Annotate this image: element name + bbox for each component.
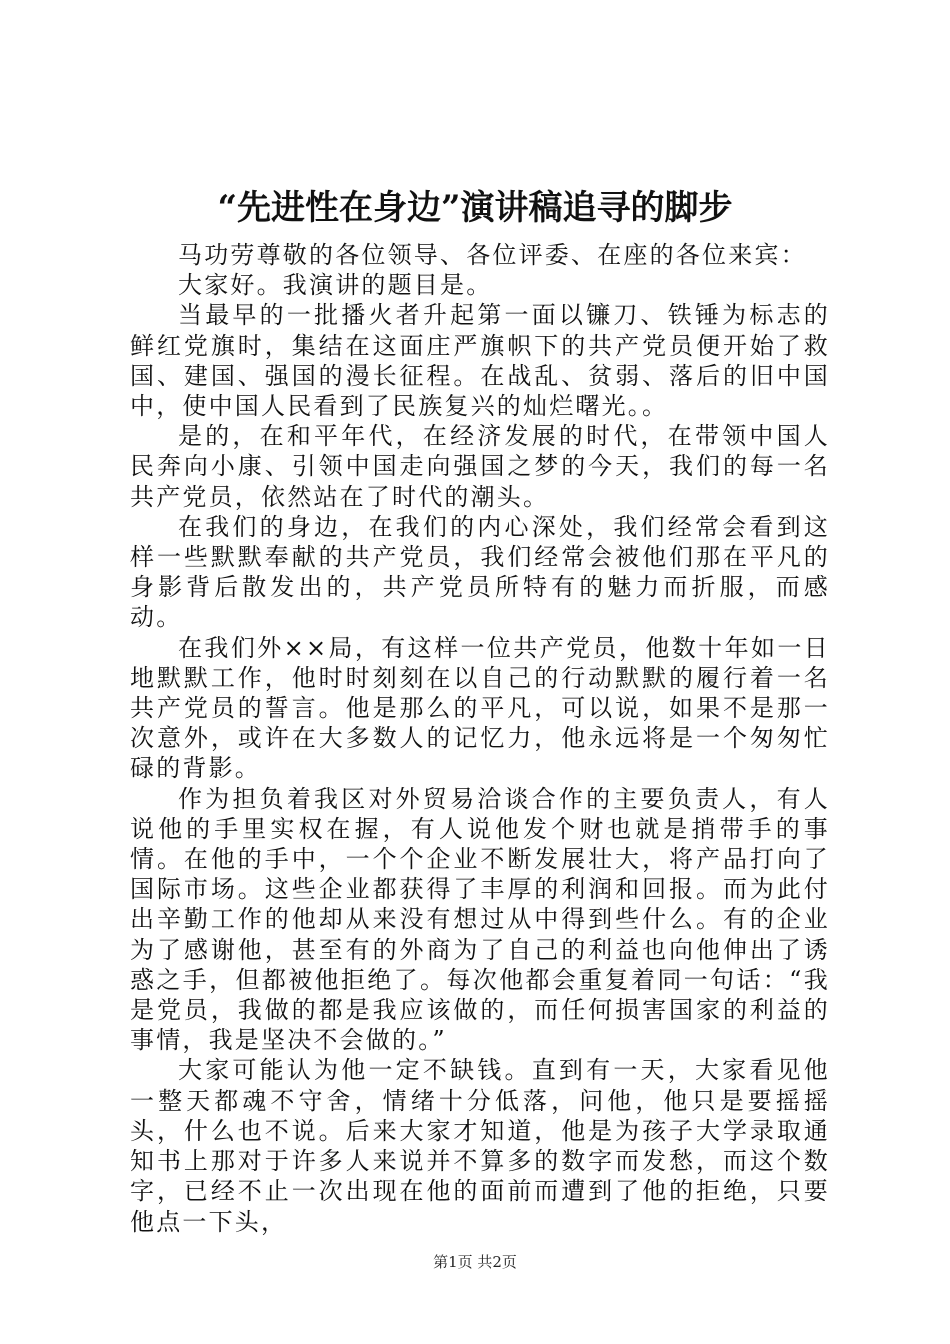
page-number-footer: 第1页 共2页 — [433, 1253, 517, 1271]
paragraph: 大家可能认为他一定不缺钱。直到有一天，大家看见他一整天都魂不守舍，情绪十分低落，问他，他只是要摇摇头，什么也不说。后来大家才知道，他是为孩子大学录取通知书上那对于许多人来说并不算多的数字而发愁，而这个数字，已经不止一次出现在他的面前而遭到了他的拒绝，只要他点一下头， — [130, 1056, 830, 1236]
paragraph-salutation: 马功劳尊敬的各位领导、各位评委、在座的各位来宾： — [178, 241, 807, 269]
paragraph: 在我们外××局，有这样一位共产党员，他数十年如一日地默默工作，他时时刻刻在以自己的行动默默的履行着一名共产党员的誓言。他是那么的平凡，可以说，如果不是那一次意外，或许在大多数人的记忆力，他永远将是一个匆匆忙碌的背影。 — [130, 633, 830, 783]
paragraph: 作为担负着我区对外贸易洽谈合作的主要负责人，有人说他的手里实权在握，有人说他发个财也就是捎带手的事情。在他的手中，一个个企业不断发展壮大，将产品打向了国际市场。这些企业都获得了丰厚的利润和回报。而为此付出辛勤工作的他却从来没有想过从中得到些什么。有的企业为了感谢他，甚至有的外商为了自己的利益也向他伸出了诱惑之手，但都被他拒绝了。每次他都会重复着同一句话：“我是党员，我做的都是我应该做的，而任何损害国家的利益的事情，我是坚决不会做的。” — [130, 784, 830, 1055]
paragraph: 当最早的一批播火者升起第一面以镰刀、铁锤为标志的鲜红党旗时，集结在这面庄严旗帜下的共产党员便开始了救国、建国、强国的漫长征程。在战乱、贫弱、落后的旧中国中，使中国人民看到了民族复兴的灿烂曙光。。 — [130, 301, 830, 421]
paragraph-greeting: 大家好。我演讲的题目是。 — [178, 271, 493, 300]
document-title: “先进性在身边”演讲稿追寻的脚步 — [217, 188, 733, 228]
document-body — [130, 240, 830, 1237]
paragraph: 是的，在和平年代，在经济发展的时代，在带领中国人民奔向小康、引领中国走向强国之梦的今天，我们的每一名共产党员，依然站在了时代的潮头。 — [130, 422, 830, 511]
paragraph: 在我们的身边，在我们的内心深处，我们经常会看到这样一些默默奉献的共产党员，我们经常会被他们那在平凡的身影背后散发出的，共产党员所特有的魅力而折服，而感动。 — [130, 512, 830, 632]
